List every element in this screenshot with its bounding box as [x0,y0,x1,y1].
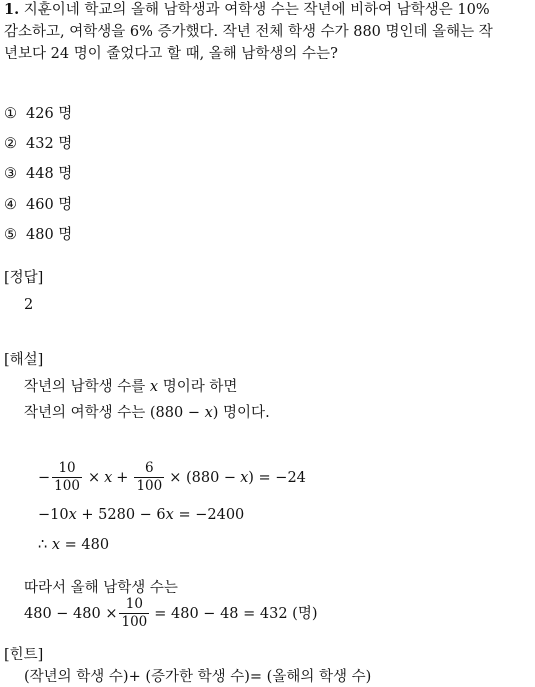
therefore-sign: ∴ [38,537,48,553]
fraction-denominator: 100 [54,478,80,494]
equation-text: = −2400 [178,507,245,523]
fraction-denominator: 100 [136,478,163,494]
variable-x: x [165,507,174,523]
choice-1[interactable] [4,104,72,124]
fraction-10-100 [52,460,82,495]
equation-text: −10 [38,507,69,523]
equation-3 [38,535,109,555]
solution-line-2 [24,403,270,423]
fraction-denominator: 100 [121,614,148,630]
equation-2 [38,505,244,525]
equation-text: × (880 − [169,469,237,486]
choice-mark: ① [4,106,17,122]
choice-2[interactable] [4,134,72,154]
choice-text: 432 명 [26,136,73,152]
fraction-6-100 [134,460,164,495]
times-sign: × [87,469,101,486]
solution-text: ) 명이다. [212,405,270,421]
equation-1 [38,460,306,495]
question-line-3: 년보다 24 명이 줄었다고 할 때, 올해 남학생의 수는? [4,46,338,62]
solution-conclusion: 따라서 올해 남학생 수는 [24,580,178,596]
choice-text: 426 명 [26,106,73,122]
answer-label: [정답] [4,270,44,286]
question-number: 1. [4,1,20,18]
minus-sign: − [38,469,51,486]
hint-text: (작년의 학생 수)+ (증가한 학생 수)= (올해의 학생 수) [24,669,372,685]
choice-text: 460 명 [26,197,73,213]
fraction-numerator: 6 [134,460,164,478]
choice-5[interactable] [4,225,72,245]
answer-value: 2 [24,297,34,313]
question-text-1: 지훈이네 학교의 올해 남학생과 여학생 수는 작년에 비하여 남학생은 10% [23,2,490,18]
variable-x: x [51,537,61,553]
question-line-2: 감소하고, 여학생을 6% 증가했다. 작년 전체 학생 수가 880 명인데 올해는 작 [4,24,493,40]
fraction-10-100 [119,596,149,631]
solution-label: [해설] [4,352,44,368]
choice-text: 448 명 [26,166,73,182]
solution-text: 작년의 여학생 수는 (880 − [24,405,200,421]
choice-3[interactable] [4,164,72,184]
equation-text: 480 − 480 × [24,605,118,622]
choice-mark: ④ [4,197,17,213]
variable-x: x [104,469,113,486]
solution-line-1 [24,377,237,397]
fraction-numerator: 10 [52,460,82,478]
choice-text: 480 명 [26,227,73,243]
solution-text: 명이라 하면 [162,379,238,395]
hint-label: [힌트] [4,647,44,663]
variable-x: x [204,405,213,421]
choice-mark: ③ [4,166,17,182]
equation-text: + 5280 − 6 [81,507,166,523]
choice-mark: ② [4,136,17,152]
final-equation [24,596,318,631]
variable-x: x [149,379,159,395]
choice-4[interactable] [4,195,72,215]
solution-text: 작년의 남학생 수를 [24,379,146,395]
variable-x: x [240,469,249,486]
plus-sign: + [116,469,129,486]
question-line-1 [4,0,490,20]
choice-mark: ⑤ [4,227,17,243]
equation-text: ) = −24 [248,469,306,486]
fraction-numerator: 10 [119,596,149,614]
equation-text: = 480 [64,537,110,553]
equation-text: = 480 − 48 = 432 (명) [154,605,318,622]
variable-x: x [68,507,77,523]
